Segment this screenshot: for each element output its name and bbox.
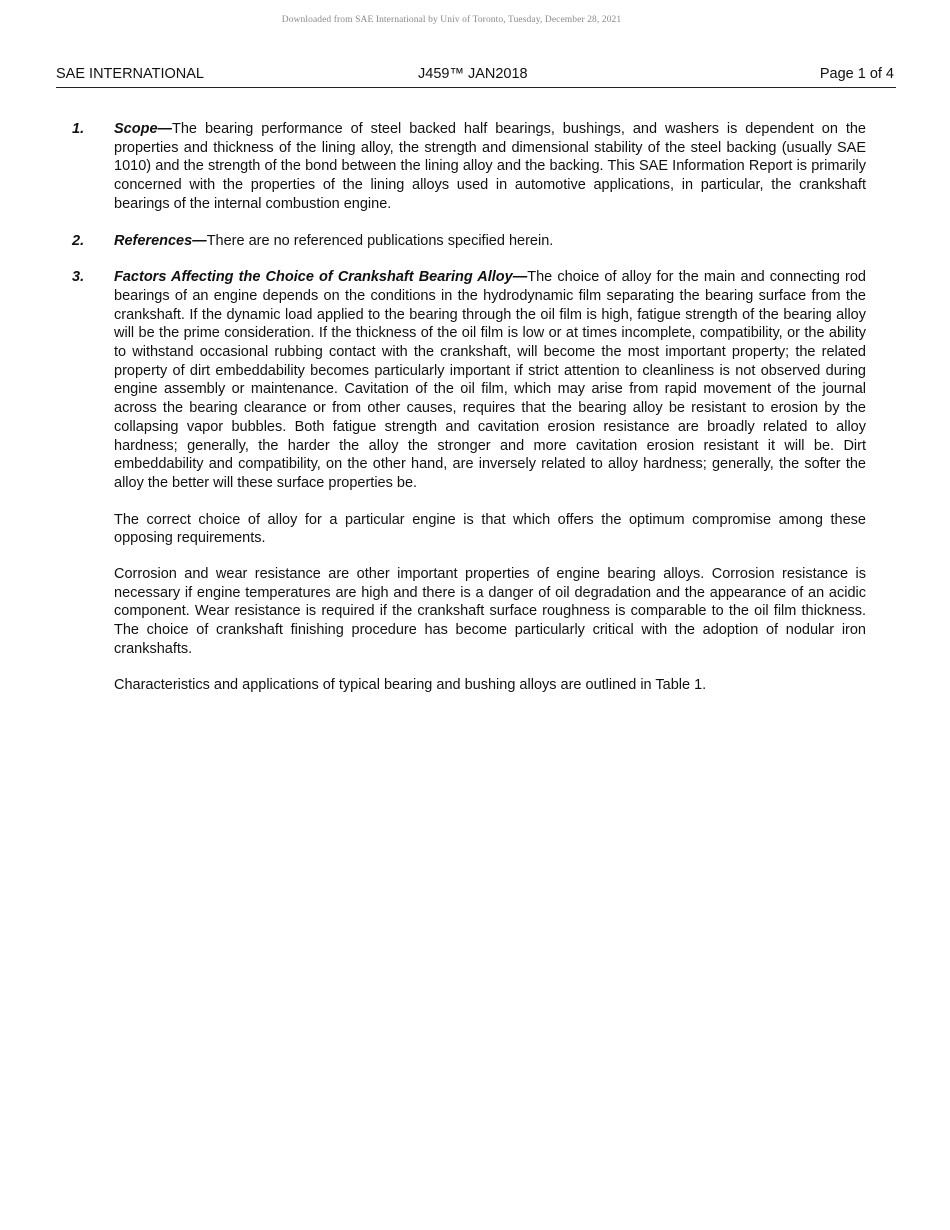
section-text: The bearing performance of steel backed half bearings, bushings, and washers is dependent on the properties and thickness of the lining alloy, the strength and dimensional stability of the steel backing (usually SAE 1010) and the strength of the bond between the lining alloy and the backing. This SAE Information Report is primarily concerned with the properties of the lining alloys used in automotive applications, in particular, the crankshaft bearings of the internal combustion engine. <box>114 121 866 212</box>
section-title: Scope— <box>114 121 173 137</box>
page-header <box>56 66 896 88</box>
section-references <box>56 232 866 251</box>
section-title: Factors Affecting the Choice of Crankshaft Bearing Alloy— <box>114 269 528 286</box>
section-scope <box>56 120 866 214</box>
section-title: References— <box>114 232 207 249</box>
header-page-number: Page 1 of 4 <box>819 66 894 82</box>
paragraph-corrosion-wear: Corrosion and wear resistance are other important properties of engine bearing alloys. Corrosion resistance is necessary if engine temperatures are high and there is a danger of oil degradation and the appearance of an acidic component. Wear resistance is required if the crankshaft surface roughness is comparable to the oil film thickness. The choice of crankshaft finishing procedure has become particularly critical with the adoption of nodular iron crankshafts. <box>114 566 866 657</box>
paragraph-optimum-compromise: The correct choice of alloy for a particular engine is that which offers the optimum compromise among these opposing requirements. <box>114 511 866 547</box>
section-number: 2. <box>72 232 85 249</box>
header-org: SAE INTERNATIONAL <box>56 66 204 82</box>
document-body <box>56 120 866 711</box>
section-paragraph <box>114 268 866 492</box>
download-watermark: Downloaded from SAE International by Univ of Toronto, Tuesday, December 28, 2021 <box>281 15 622 25</box>
header-doc-id: J459™ JAN2018 <box>418 66 528 82</box>
section-factors <box>56 268 866 492</box>
section-paragraph <box>114 232 866 251</box>
paragraph-table-reference: Characteristics and applications of typical bearing and bushing alloys are outlined in Table 1. <box>114 676 707 693</box>
section-number: 3. <box>72 269 85 286</box>
section-number: 1. <box>72 121 85 137</box>
section-paragraph <box>114 120 866 214</box>
section-text: The choice of alloy for the main and connecting rod bearings of an engine depends on the conditions in the hydrodynamic film separating the bearing surface from the crankshaft. If the dynamic load applied to the bearing through the oil film is high, fatigue strength of the bearing alloy will be the prime consideration. If the thickness of the oil film is low or at times incomplete, compatibility, or the ability to withstand occasional rubbing contact with the crankshaft, will become the most important property; the related property of dirt embeddability becomes particularly important if strict attention to cleanliness is not observed during engine assembly or maintenance. Cavitation of the oil film, which may arise from rapid movement of the journal across the bearing clearance or from other causes, requires that the bearing alloy be resistant to erosion by the collapsing vapor bubbles. Both fatigue strength and cavitation erosion resistance are broadly related to alloy hardness; generally, the harder the alloy the stronger and more cavitation erosion resistant it will be. Dirt embeddability and compatibility, on the other hand, are inversely related to alloy hardness; generally, the softer the alloy the better will these surface properties be. <box>114 269 866 491</box>
section-text: There are no referenced publications specified herein. <box>206 232 554 249</box>
